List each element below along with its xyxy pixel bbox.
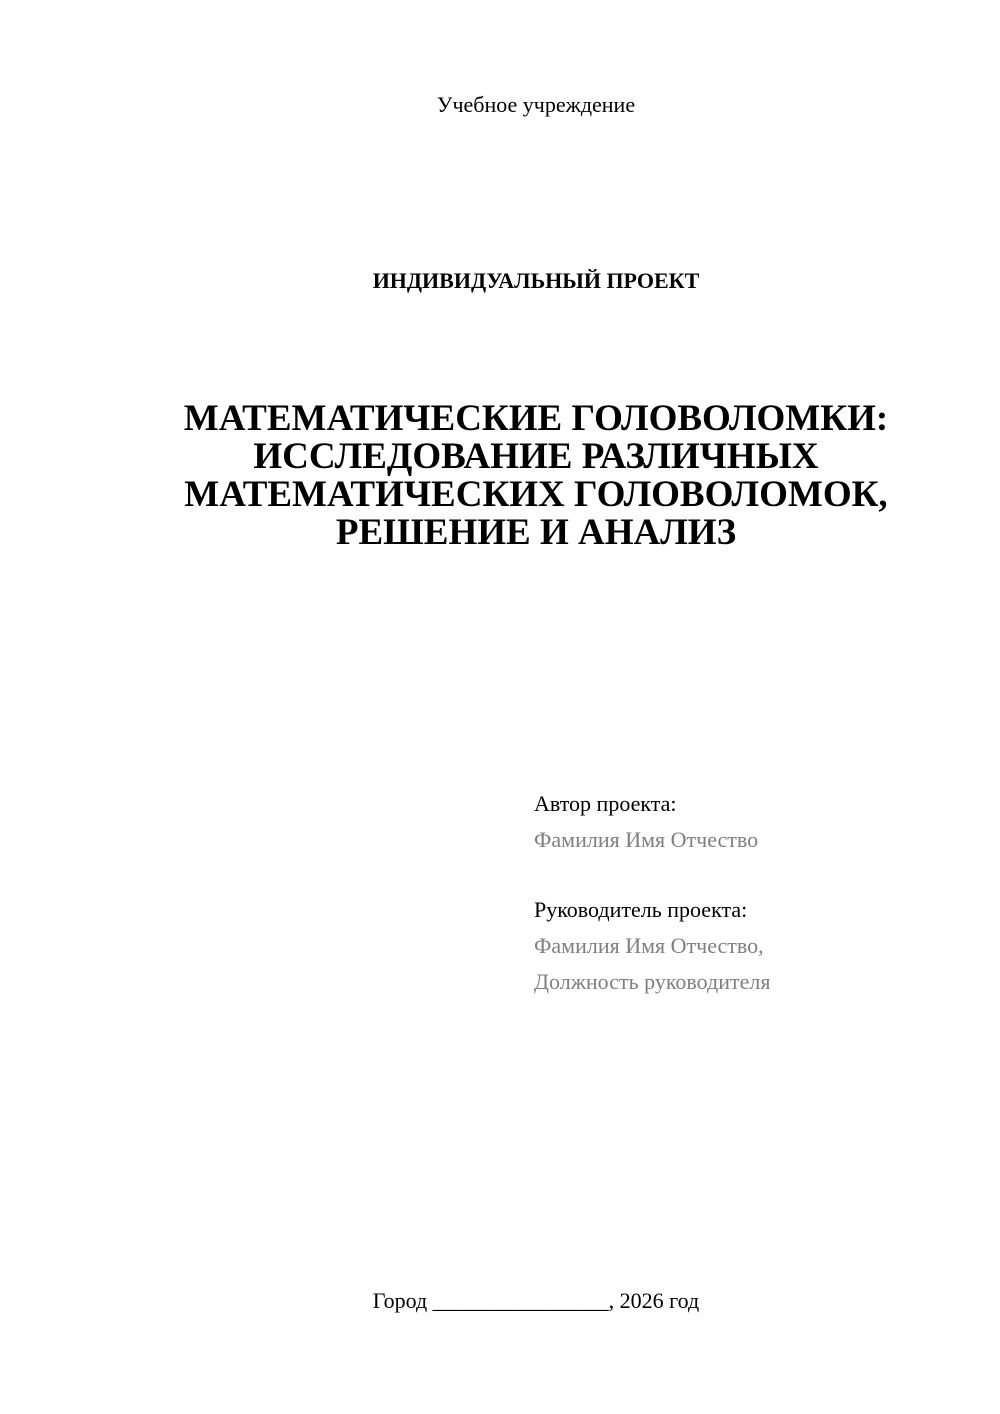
author-label: Автор проекта: xyxy=(534,791,677,816)
project-title-line: РЕШЕНИЕ И АНАЛИЗ xyxy=(335,512,737,553)
supervisor-name: Фамилия Имя Отчество, xyxy=(534,933,764,958)
project-title-line: МАТЕМАТИЧЕСКИХ ГОЛОВОЛОМОК, xyxy=(184,474,888,515)
project-title-line: МАТЕМАТИЧЕСКИЕ ГОЛОВОЛОМКИ: xyxy=(183,398,889,439)
project-title-line: ИССЛЕДОВАНИЕ РАЗЛИЧНЫХ xyxy=(253,436,819,477)
supervisor-position: Должность руководителя xyxy=(534,969,771,994)
project-title xyxy=(120,400,952,552)
author-name: Фамилия Имя Отчество xyxy=(534,827,759,852)
supervisor-label: Руководитель проекта: xyxy=(534,897,748,922)
author-block xyxy=(534,786,758,858)
supervisor-block xyxy=(534,892,770,1000)
city-year-footer: Город ________________, 2026 год xyxy=(372,1288,700,1313)
institution-name: Учебное учреждение xyxy=(436,92,636,117)
project-type-heading: ИНДИВИДУАЛЬНЫЙ ПРОЕКТ xyxy=(372,268,700,293)
